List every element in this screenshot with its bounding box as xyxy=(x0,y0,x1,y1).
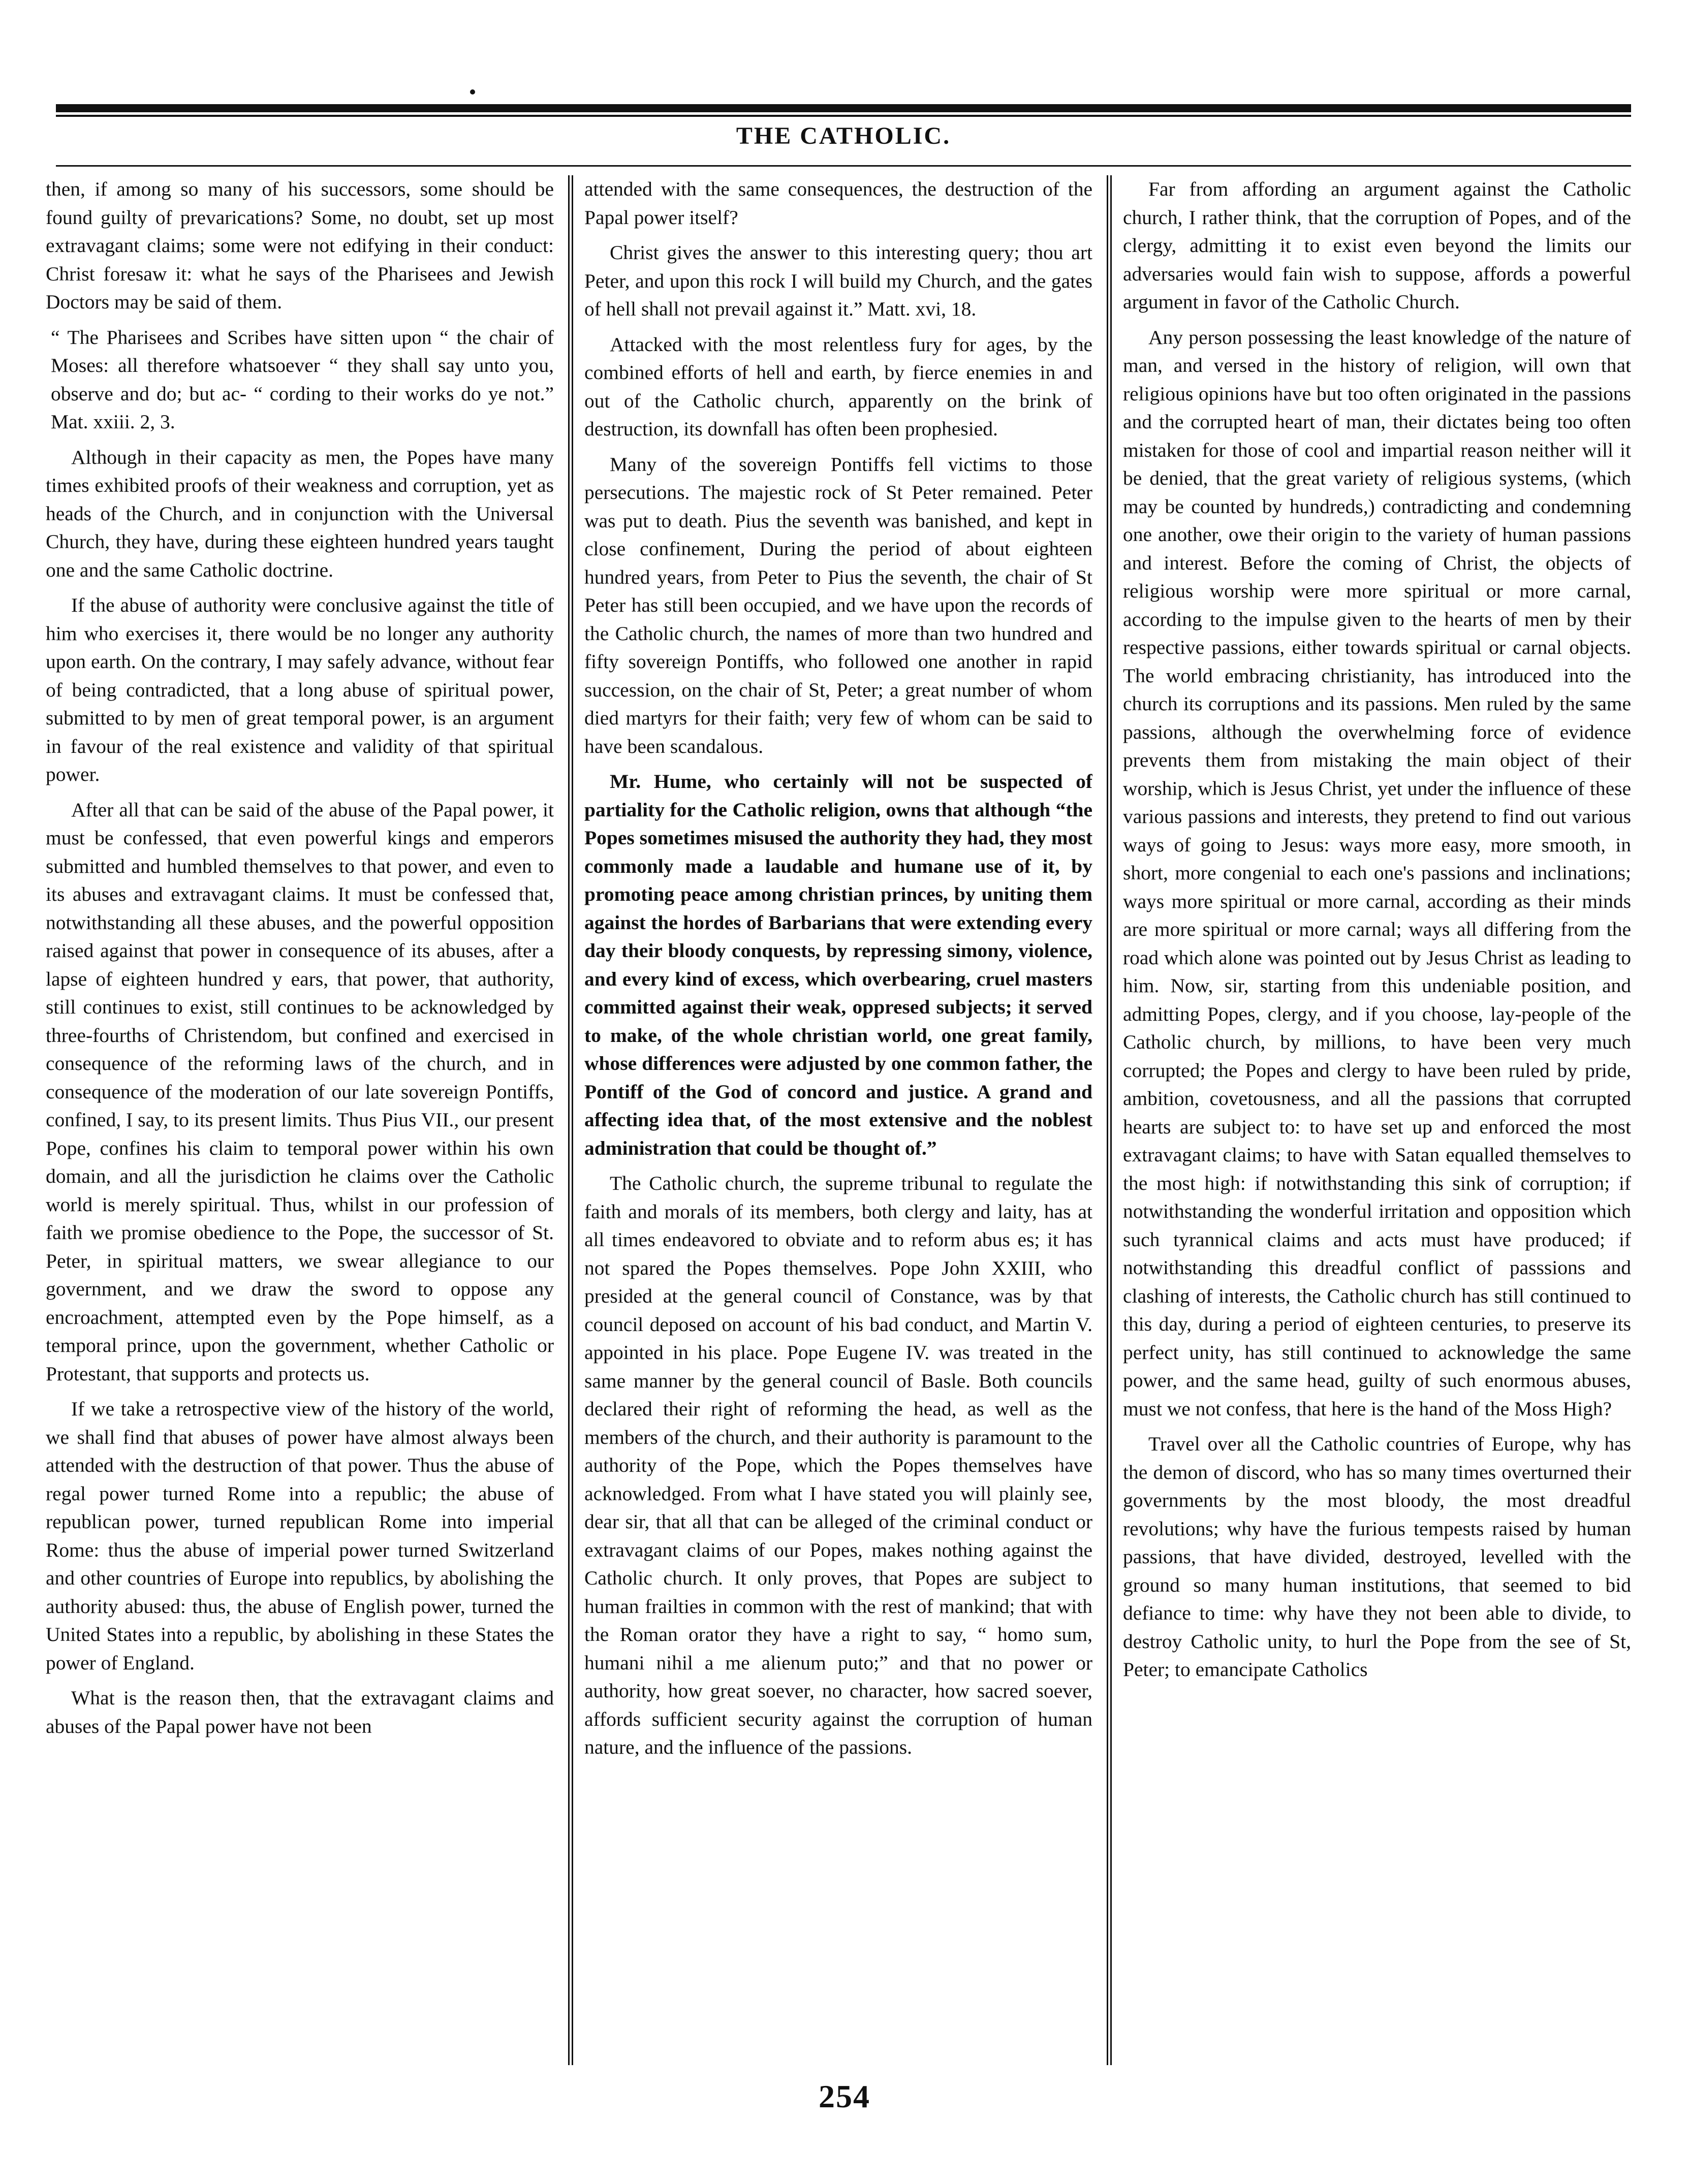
column-3 xyxy=(1123,175,1631,2065)
paragraph: Mr. Hume, who certainly will not be suspected of partiality for the Catholic religion, owns that although “the Popes sometimes misused the authority they had, they most commonly made a laudable and humane use of it, by promoting peace among christian princes, by uniting them against the hordes of Barbarians that were extending every day their bloody conquests, by repressing simony, violence, and every kind of excess, which overbearing, cruel masters committed against their weak, oppresed subjects; it served to make, of the whole christian world, one great family, whose differences were adjusted by one common father, the Pontiff of the God of concord and justice. A grand and affecting idea that, of the most extensive and the noblest administration that could be thought of.” xyxy=(584,770,1092,1159)
paragraph: What is the reason then, that the extravagant claims and abuses of the Papal power have not been xyxy=(46,1687,554,1737)
paragraph: Far from affording an argument against the Catholic church, I rather think, that the corruption of Popes, and of the clergy, admitting it to exist even beyond the limits our adversaries would fain wish to suppose, affords a powerful argument in favor of the Catholic Church. xyxy=(1123,178,1631,313)
paragraph: Christ gives the answer to this interesting query; thou art Peter, and upon this rock I will build my Church, and the gates of hell shall not prevail against it.” Matt. xvi, 18. xyxy=(584,241,1092,320)
paragraph: The Catholic church, the supreme tribunal to regulate the faith and morals of its members, both clergy and laity, has at all times endeavored to obviate and to reform abus es; it has not spared the Popes themselves. Pope John XXIII, who presided at the general council of Constance, was by that council deposed on account of his bad conduct, and Martin V. appointed in his place. Pope Eugene IV. was treated in the same manner by the general council of Basle. Both councils declared their right of reforming the head, as well as the members of the church, and their authority is paramount to the authority of the Pope, which the Popes themselves have acknowledged. From what I have stated you will plainly see, dear sir, that all that can be alleged of the criminal conduct or extravagant claims of our Popes, makes nothing against the Catholic church. It only proves, that Popes are subject to human frailties in common with the rest of mankind; that with the Roman orator they have a right to say, “ homo sum, humani nihil a me alienum puto;” and that no power or authority, how great soever, no character, how sacred soever, affords sufficient security against the corruption of human nature, and the influence of the passions. xyxy=(584,1172,1092,1758)
column-2 xyxy=(584,175,1092,2065)
top-thin-rule xyxy=(56,115,1631,117)
paragraph: then, if among so many of his successors, some should be found guilty of prevarications? Some, no doubt, set up most extravagant claims; some were not edifying in their conduct: Christ foresaw it: what he says of the Pharisees and Jewish Doctors may be said of them. xyxy=(46,178,554,313)
paragraph: Any person possessing the least knowledge of the nature of man, and versed in the history of religion, will own that religious opinions have but too often originated in the passions and the corrupted heart of man, their dictates being too often mistaken for those of cool and impartial reason neither will it be denied, that the great variety of religious systems, (which may be counted by hundreds,) contradicting and condemning one another, owe their origin to the variety of human passions and interest. Before the coming of Christ, the objects of religious worship were more spiritual or more carnal, according to the impulse given to the hearts of men by their respective passions, either towards spiritual or carnal objects. The world embracing christianity, has introduced into the church its corruptions and its passions. Men ruled by the same passions, although the overwhelming force of evidence prevents them from mistaking the main object of their worship, which is Jesus Christ, yet under the influence of these various passions and interests, they pretend to find out various ways of going to Jesus: ways more easy, more smooth, in short, more congenial to each one's passions and inclinations; ways more spiritual or more carnal, according as their minds are more spiritual or more carnal; ways all differing from the road which alone was pointed out by Jesus Christ as leading to him. Now, sir, starting from this undeniable position, and admitting Popes, clergy, and if you choose, lay-people of the Catholic church, by millions, to have been very much corrupted; the Popes and clergy to have been ruled by pride, ambition, covetousness, and all the passions that corrupted hearts are subject to: to have set up and enforced the most extravagant claims; to have with Satan equalled themselves to the most high: if notwithstanding this sink of corruption; if notwithstanding the wonderful irritation and opposition which such tyrannical claims and acts must have produced; if notwithstanding this dreadful conflict of passsions and clashing of interests, the Catholic church has still continued to this day, during a period of eighteen centuries, to preserve its perfect unity, has still continued to acknowledge the same power, and the same head, guilty of such enormous abuses, must we not confess, that here is the hand of the Moss High? xyxy=(1123,326,1631,1420)
column-1 xyxy=(46,175,554,2065)
paragraph: If we take a retrospective view of the history of the world, we shall find that abuses of power have almost always been attended with the destruction of that power. Thus the abuse of regal power turned Rome into a republic; the abuse of republican power, turned republican Rome into imperial Rome: thus the abuse of imperial power turned Switzerland and other countries of Europe into republics, by abolishing the authority abused: thus, the abuse of English power, turned the United States into a republic, by abolishing in these States the power of England. xyxy=(46,1398,554,1674)
paragraph: Attacked with the most relentless fury for ages, by the combined efforts of hell and earth, by fierce enemies in and out of the Catholic church, apparently on the brink of destruction, its downfall has often been prophesied. xyxy=(584,333,1092,440)
column-divider-2 xyxy=(1107,175,1112,2065)
masthead-title: THE CATHOLIC. xyxy=(736,122,951,149)
top-thick-rule xyxy=(56,104,1631,112)
ink-dot xyxy=(470,89,475,94)
page-number: 254 xyxy=(819,2078,870,2114)
paragraph: Although in their capacity as men, the Popes have many times exhibited proofs of their weakness and corruption, yet as heads of the Church, and in conjunction with the Universal Church, they have, during these eighteen hundred years taught one and the same Catholic doctrine. xyxy=(46,446,554,581)
column-divider-1 xyxy=(568,175,573,2065)
paragraph: Many of the sovereign Pontiffs fell victims to those persecutions. The majestic rock of St Peter remained. Peter was put to death. Pius the seventh was banished, and kept in close confinement, During the period of about eighteen hundred years, from Peter to Pius the seventh, the chair of St Peter has still been occupied, and we have upon the records of the Catholic church, the names of more than two hundred and fifty sovereign Pontiffs, who followed one another in rapid succession, on the chair of St, Peter; a great number of whom died martyrs for their faith; very few of whom can be said to have been scandalous. xyxy=(584,453,1092,757)
paragraph: If the abuse of authority were conclusive against the title of him who exercises it, there would be no longer any authority upon earth. On the contrary, I may safely advance, without fear of being contradicted, that a long abuse of spiritual power, submitted to by men of great temporal power, is an argument in favour of the real existence and validity of that spiritual power. xyxy=(46,594,554,785)
paragraph: After all that can be said of the abuse of the Papal power, it must be confessed, that even powerful kings and emperors submitted and humbled themselves to that power, and even to its abuses and extravagant claims. It must be confessed that, notwithstanding all these abuses, and the powerful opposition raised against that power in consequence of its abuses, after a lapse of eighteen hundred y ears, that power, that authority, still continues to exist, still continues to be acknowledged by three-fourths of Christendom, but confined and exercised in consequence of the reforming laws of the church, and in consequence of the moderation of our late sovereign Pontiffs, confined, I say, to its present limits. Thus Pius VII., our present Pope, confines his claim to temporal power within his own domain, and all the jurisdiction he claims over the Catholic world is merely spiritual. Thus, whilst in our profession of faith we promise obedience to the Pope, the successor of St. Peter, in spiritual matters, we swear allegiance to our government, and we draw the sword to oppose any encroachment, attempted even by the Pope himself, as a temporal prince, upon the government, whether Catholic or Protestant, that supports and protects us. xyxy=(46,798,554,1385)
paragraph: “ The Pharisees and Scribes have sitten upon “ the chair of Moses: all therefore whatsoever “ they shall say unto you, observe and do; but ac- “ cording to their works do ye not.” Mat. xxiii. 2, 3. xyxy=(51,326,554,433)
paragraph: Travel over all the Catholic countries of Europe, why has the demon of discord, who has so many times overturned their governments by the most bloody, the most dreadful revolutions; why have the furious tempests raised by human passions, that have divided, destroyed, levelled with the ground so many human institutions, that seemed to bid defiance to time: why have they not been able to divide, to destroy Catholic unity, to hurl the Pope from the see of St, Peter; to emancipate Catholics xyxy=(1123,1433,1631,1681)
header-rule xyxy=(56,165,1631,167)
paragraph: attended with the same consequences, the destruction of the Papal power itself? xyxy=(584,178,1092,229)
